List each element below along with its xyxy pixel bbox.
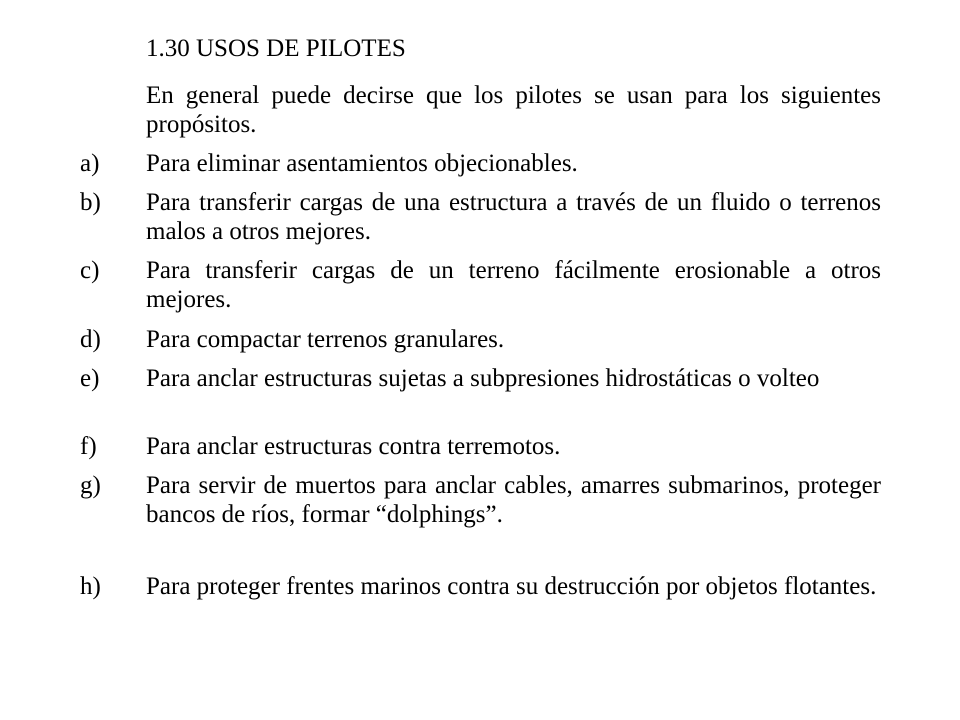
section-heading: 1.30 USOS DE PILOTES [146, 35, 406, 62]
intro-paragraph: En general puede decirse que los pilotes se usan para los siguientes propósitos. [146, 82, 881, 138]
list-item-marker: d) [80, 326, 101, 353]
list-item-marker: e) [80, 365, 100, 392]
list-item-text: Para anclar estructuras sujetas a subpresiones hidrostáticas o volteo [146, 365, 820, 392]
list-item-marker: a) [80, 150, 100, 177]
list-item-marker: b) [80, 189, 101, 216]
list-item-text: Para transferir cargas de una estructura a través de un fluido o terrenos malos a otros mejores. [146, 189, 881, 245]
list-item-marker: c) [80, 257, 100, 284]
list-item-marker: g) [80, 472, 101, 499]
list-item-text: Para servir de muertos para anclar cables, amarres submarinos, proteger bancos de ríos, formar “dolphings”. [146, 472, 881, 528]
list-item-text: Para compactar terrenos granulares. [146, 326, 505, 353]
list-item-text: Para proteger frentes marinos contra su destrucción por objetos flotantes. [146, 573, 877, 600]
list-item-marker: f) [80, 433, 97, 460]
list-item-text: Para anclar estructuras contra terremotos. [146, 433, 561, 460]
list-item-marker: h) [80, 573, 101, 600]
list-item-text: Para transferir cargas de un terreno fácilmente erosionable a otros mejores. [146, 257, 881, 313]
list-item-text: Para eliminar asentamientos objecionables. [146, 150, 578, 177]
